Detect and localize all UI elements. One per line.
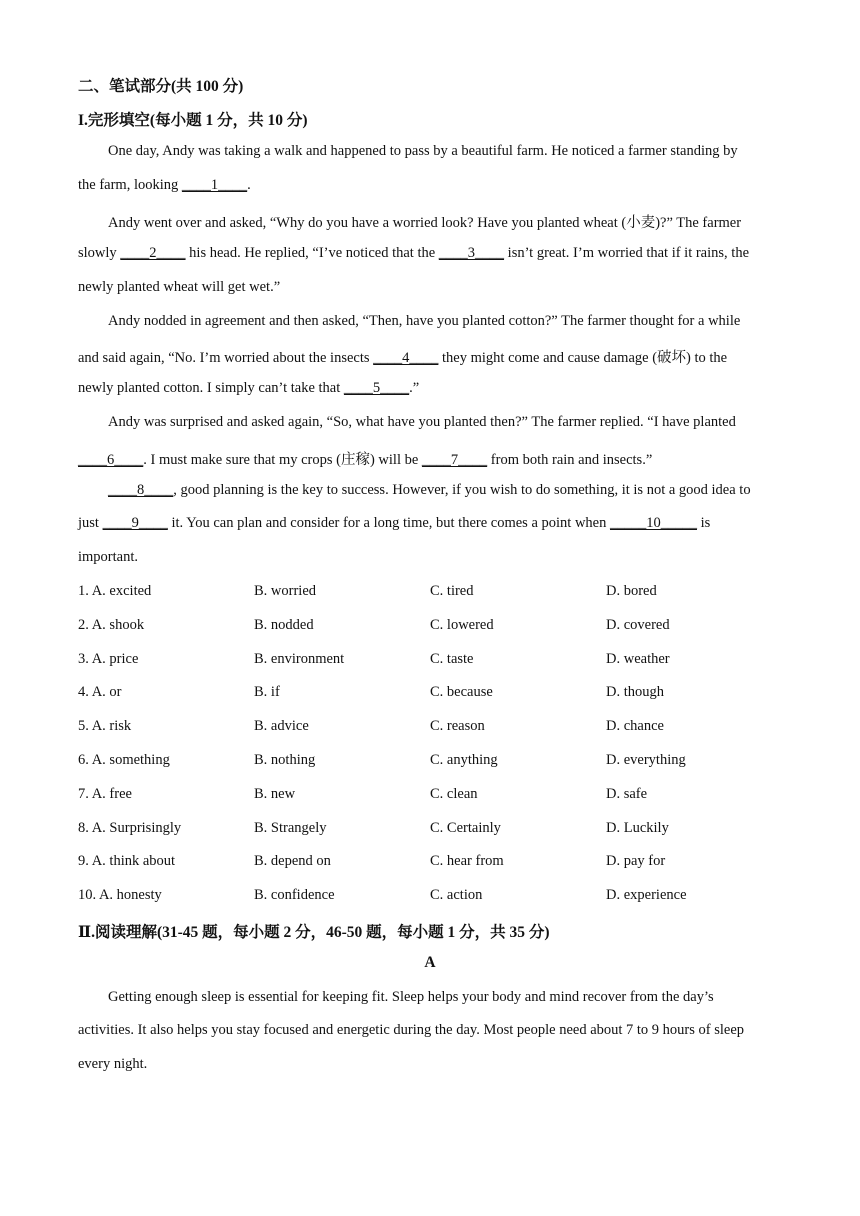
- blank-1: ____1____: [181, 177, 248, 193]
- option-c: C. taste: [430, 650, 474, 667]
- option-d: D. chance: [606, 718, 664, 735]
- option-d: D. though: [606, 684, 664, 701]
- passage-line: Andy was surprised and asked again, “So, what have you planted then?” The farmer replied. “I have planted: [108, 414, 736, 430]
- option-b: B. environment: [254, 650, 345, 667]
- passage-text: and said again, “No. I’m worried about the insects: [78, 350, 374, 366]
- option-d: D. everything: [606, 752, 686, 768]
- blank-6: ____6____: [78, 452, 144, 468]
- option-a: 10. A. honesty: [78, 887, 162, 904]
- reading-line: every night.: [78, 1056, 148, 1072]
- option-b: B. nodded: [254, 616, 314, 633]
- blank-9: ____9____: [102, 515, 168, 531]
- option-c: C. lowered: [430, 616, 494, 633]
- blank-2: ____2____: [120, 245, 186, 261]
- option-c: C. tired: [430, 583, 474, 599]
- option-a: 5. A. risk: [78, 718, 132, 735]
- passage-line: One day, Andy was taking a walk and happened to pass by a beautiful farm. He noticed a farmer standing by: [108, 143, 738, 159]
- section-a-heading: A: [424, 954, 436, 971]
- option-b: B. Strangely: [254, 819, 327, 836]
- passage-text: , good planning is the key to success. However, if you wish to do something, it is not a good idea to: [173, 482, 751, 498]
- option-a: 8. A. Surprisingly: [78, 819, 182, 836]
- passage-text: it. You can plan and consider for a long time, but there comes a point when: [167, 515, 610, 531]
- blank-10: _____10_____: [609, 515, 697, 531]
- option-a: 1. A. excited: [78, 583, 152, 599]
- option-c: C. Certainly: [430, 819, 501, 836]
- passage-line: Andy went over and asked, “Why do you have a worried look? Have you planted wheat (小麦)?” The farmer: [108, 215, 742, 231]
- passage-line: [78, 380, 419, 397]
- passage-line: newly planted wheat will get wet.”: [78, 279, 281, 295]
- option-c: C. action: [430, 887, 483, 904]
- passage-text: newly planted cotton. I simply can’t take that: [78, 380, 344, 396]
- option-a: 2. A. shook: [78, 616, 145, 633]
- option-c: C. reason: [430, 718, 485, 735]
- blank-5: ____5____: [343, 380, 410, 396]
- option-a: 7. A. free: [78, 785, 132, 802]
- option-d: D. bored: [606, 583, 657, 599]
- passage-text: from both rain and insects.”: [487, 452, 653, 468]
- passage-text: they might come and cause damage (破坏) to the: [438, 350, 728, 366]
- passage-text: slowly: [78, 245, 121, 261]
- option-d: D. Luckily: [606, 819, 669, 836]
- option-d: D. weather: [606, 650, 670, 667]
- blank-8: ____8____: [108, 482, 174, 498]
- blank-3: ____3____: [438, 245, 505, 261]
- reading-line: Getting enough sleep is essential for keeping fit. Sleep helps your body and mind recover from the day’s: [108, 989, 714, 1005]
- option-d: D. experience: [606, 887, 687, 904]
- passage-line: [78, 245, 749, 262]
- option-b: B. confidence: [254, 887, 335, 904]
- option-a: 3. A. price: [78, 650, 139, 667]
- option-b: B. worried: [254, 583, 317, 599]
- passage-text: is: [696, 515, 711, 531]
- blank-7: ____7____: [421, 452, 488, 468]
- passage-text: .: [247, 177, 251, 193]
- passage-line: [78, 448, 652, 469]
- part1-title: I.完形填空(每小题 1 分，共 10 分): [78, 112, 308, 129]
- option-d: D. safe: [606, 785, 648, 802]
- passage-text: .”: [409, 380, 420, 396]
- option-c: C. clean: [430, 785, 478, 802]
- passage-line: [78, 515, 710, 532]
- option-a: 6. A. something: [78, 752, 170, 768]
- passage-text: the farm, looking: [78, 177, 182, 193]
- option-c: C. because: [430, 684, 493, 701]
- passage-line: important.: [78, 549, 139, 565]
- passage-line: [108, 482, 751, 499]
- option-b: B. if: [254, 684, 280, 701]
- option-d: D. pay for: [606, 853, 666, 870]
- passage-text: isn’t great. I’m worried that if it rains, the: [504, 245, 750, 261]
- passage-line: [78, 346, 727, 367]
- option-a: 9. A. think about: [78, 853, 176, 870]
- option-d: D. covered: [606, 616, 670, 633]
- option-c: C. anything: [430, 752, 498, 768]
- passage-text: his head. He replied, “I’ve noticed that the: [185, 245, 439, 261]
- passage-line: [78, 177, 251, 194]
- option-b: B. new: [254, 785, 296, 802]
- option-b: B. depend on: [254, 853, 331, 870]
- option-a: 4. A. or: [78, 684, 122, 701]
- blank-4: ____4____: [373, 350, 439, 366]
- option-b: B. advice: [254, 718, 309, 735]
- section-title: 二、笔试部分(共 100 分): [78, 78, 244, 95]
- reading-line: activities. It also helps you stay focused and energetic during the day. Most people need about 7 to 9 hours of sleep: [78, 1022, 745, 1038]
- passage-text: just: [78, 515, 103, 531]
- passage-line: Andy nodded in agreement and then asked, “Then, have you planted cotton?” The farmer thought for a while: [108, 313, 741, 329]
- option-c: C. hear from: [430, 853, 504, 870]
- part2-title: Ⅱ.阅读理解(31-45 题，每小题 2 分，46-50 题，每小题 1 分，共 35 分): [78, 924, 550, 941]
- passage-text: . I must make sure that my crops (庄稼) will be: [143, 452, 422, 468]
- option-b: B. nothing: [254, 752, 316, 768]
